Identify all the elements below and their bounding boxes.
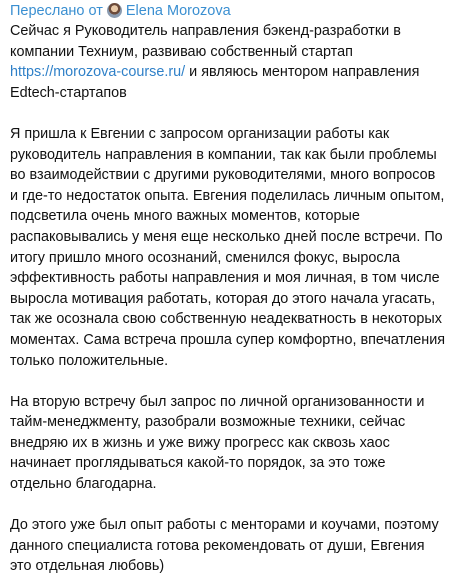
- forward-prefix: Переслано от: [10, 2, 103, 19]
- text-line: [10, 62, 450, 83]
- paragraph-gap: [10, 371, 450, 392]
- text-line: только положительные.: [10, 352, 169, 369]
- text-line: Я пришла к Евгении с запросом организации работы как: [10, 125, 390, 142]
- text-line: данного специалиста готова рекомендовать от души, Евгения: [10, 537, 425, 554]
- text-line: внедряю их в жизнь и уже вижу прогресс как сквозь хаос: [10, 434, 390, 451]
- text-line: руководитель направления в компании, так как были проблемы: [10, 146, 437, 163]
- paragraph-gap: [10, 103, 450, 124]
- text-line: отдельно благодарна.: [10, 476, 157, 493]
- text-line: До этого уже был опыт работы с менторами и коучами, поэтому: [10, 517, 439, 534]
- text-line: Edtech-стартапов: [10, 84, 127, 101]
- forward-author-name[interactable]: Elena Morozova: [125, 2, 231, 19]
- paragraph-experience: [10, 124, 450, 371]
- text-line: тайм-менеджменту, разобрали возможные техники, сейчас: [10, 414, 406, 431]
- text-line: распаковывались у меня еще несколько дней после встречи. По: [10, 228, 443, 245]
- message-text: [10, 21, 450, 577]
- text-line: итогу пришло много осознаний, сменился фокус, выросла: [10, 249, 400, 266]
- paragraph-recommendation: [10, 515, 450, 577]
- text-line: эффективность работы направления и моя личная, в том числе: [10, 270, 440, 287]
- author-avatar[interactable]: [107, 3, 122, 18]
- text-line: во взаимодействии с другими руководителями, много вопросов: [10, 167, 436, 184]
- text-line: подсветила очень много важных моментов, которые: [10, 208, 360, 225]
- forward-header[interactable]: [10, 2, 450, 19]
- text-line: выросла мотивация работать, которая до этого начала угасать,: [10, 290, 436, 307]
- website-link[interactable]: https://morozova-course.ru/: [10, 64, 186, 81]
- text-line: компании Техниум, развиваю собственный стартап: [10, 43, 353, 60]
- paragraph-gap: [10, 495, 450, 516]
- text-line: так же осознала свою собственную неадекватность в некоторых: [10, 311, 442, 328]
- paragraph-intro: [10, 21, 450, 103]
- text-fragment: и являюсь ментором направления: [185, 64, 420, 81]
- text-line: и где-то недостаток опыта. Евгения поделилась личным опытом,: [10, 187, 445, 204]
- text-line: это отдельная любовь): [10, 558, 165, 575]
- paragraph-second-meeting: [10, 392, 450, 495]
- text-line: начинает проглядываться какой-то порядок, за это тоже: [10, 455, 386, 472]
- text-line: На вторую встречу был запрос по личной организованности и: [10, 393, 425, 410]
- text-line: моментах. Сама встреча прошла супер комфортно, впечатления: [10, 331, 446, 348]
- text-line: Сейчас я Руководитель направления бэкенд-разработки в: [10, 23, 401, 39]
